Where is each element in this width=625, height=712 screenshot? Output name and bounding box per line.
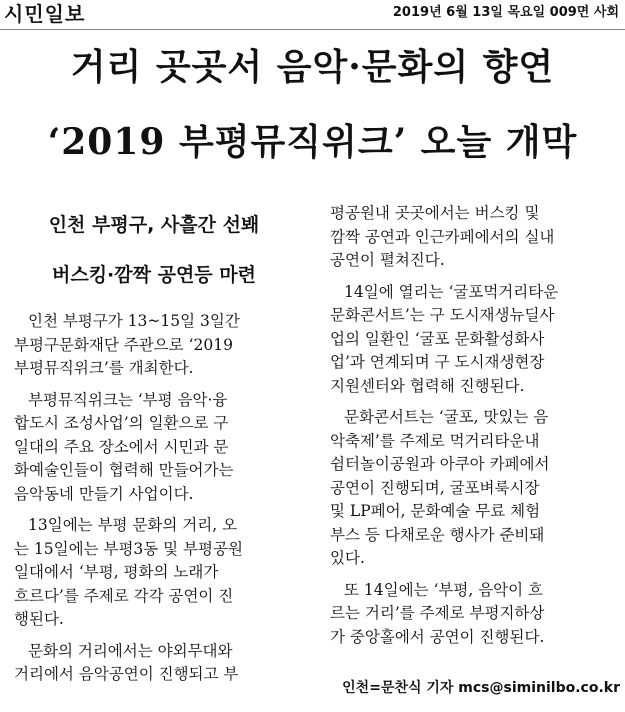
paragraph-gap	[330, 273, 615, 281]
article-line: 깜짝 공연과 인근카페에서의 실내	[330, 227, 555, 246]
paper-name: 시민일보	[4, 2, 86, 26]
article-line: 합도시 조성사업’의 일환으로 구	[14, 414, 229, 432]
article-line: 지원센터와 협력해 진행된다.	[330, 376, 525, 395]
subheadline-line-2: 버스킹·깜짝 공연등 마련	[52, 264, 256, 286]
paragraph-gap	[14, 381, 299, 389]
byline: 인천=문찬식 기자 mcs@siminilbo.co.kr	[342, 680, 620, 696]
article-line: 쉼터놀이공원과 아쿠아 카페에서	[330, 455, 550, 473]
article-line: 음악동네 만들기 사업이다.	[14, 484, 194, 503]
paragraph-gap	[14, 506, 299, 514]
article-line: 인천 부평구가 13~15일 3일간	[28, 312, 240, 330]
article-line: 흐르다’를 주제로 각각 공연이 진	[14, 586, 234, 605]
article-line: 행된다.	[14, 610, 64, 628]
article-line: 는 15일에는 부평3동 및 부평공원	[14, 539, 243, 558]
article-line: 공연이 진행되며, 굴포벼룩시장	[330, 478, 540, 497]
article-line: 업’과 연계되며 구 도시재생현장	[330, 353, 545, 371]
paragraph-gap	[14, 632, 299, 640]
article-line: 문화의 거리에서는 야외무대와	[28, 641, 233, 660]
article-column-right	[330, 202, 615, 649]
article-line: 14일에 열리는 ‘굴포먹거리타운	[344, 282, 559, 301]
subheadline-line-1: 인천 부평구, 사흘간 선봬	[48, 214, 260, 236]
article-line: 악축제’를 주제로 먹거리타운내	[330, 431, 540, 450]
article-line: 부스 등 다채로운 행사가 준비돼	[330, 525, 545, 544]
article-line: 부평뮤직위크’를 개최한다.	[14, 359, 194, 377]
article-line: 업의 일환인 ‘굴포 문화활성화사	[330, 329, 545, 348]
article-line: 공연이 펼쳐진다.	[330, 251, 445, 269]
article-line: 부평구문화재단 주관으로 ‘2019	[14, 335, 233, 354]
headline-line-2: ‘2019 부평뮤직위크’ 오늘 개막	[47, 121, 578, 163]
article-line: 거리에서 음악공연이 진행되고 부	[14, 665, 239, 683]
article-line: 있다.	[330, 549, 365, 567]
article-line: 부평뮤직위크는 ‘부평 음악·융	[28, 390, 228, 409]
article-line: 또 14일에는 ‘부평, 음악이 흐	[344, 580, 544, 599]
article-line: 일대에서 ‘부평, 평화의 노래가	[14, 563, 219, 581]
article-line: 평공원내 곳곳에서는 버스킹 및	[330, 204, 540, 222]
article-line: 일대의 주요 장소에서 시민과 문	[14, 437, 229, 456]
article-column-left	[14, 310, 299, 687]
article-line: 문화콘서트는 ‘굴포, 맛있는 음	[344, 408, 549, 426]
article-line: 문화콘서트’는 구 도시재생뉴딜사	[330, 306, 555, 324]
headline-line-1: 거리 곳곳서 음악·문화의 향연	[70, 46, 555, 88]
article-line: 가 중앙홀에서 공연이 진행된다.	[330, 627, 545, 646]
article-line: 및 LP페어, 문화예술 무료 체험	[330, 502, 541, 520]
paragraph-gap	[330, 398, 615, 406]
article-line: 13일에는 부평 문화의 거리, 오	[28, 516, 238, 534]
article-line: 르는 거리’를 주제로 부평지하상	[330, 604, 545, 622]
article-line: 화예술인들이 협력해 만들어가는	[14, 461, 234, 479]
masthead	[0, 0, 625, 30]
paragraph-gap	[330, 571, 615, 579]
dateline: 2019년 6월 13일 목요일 009면 사회	[392, 5, 619, 20]
